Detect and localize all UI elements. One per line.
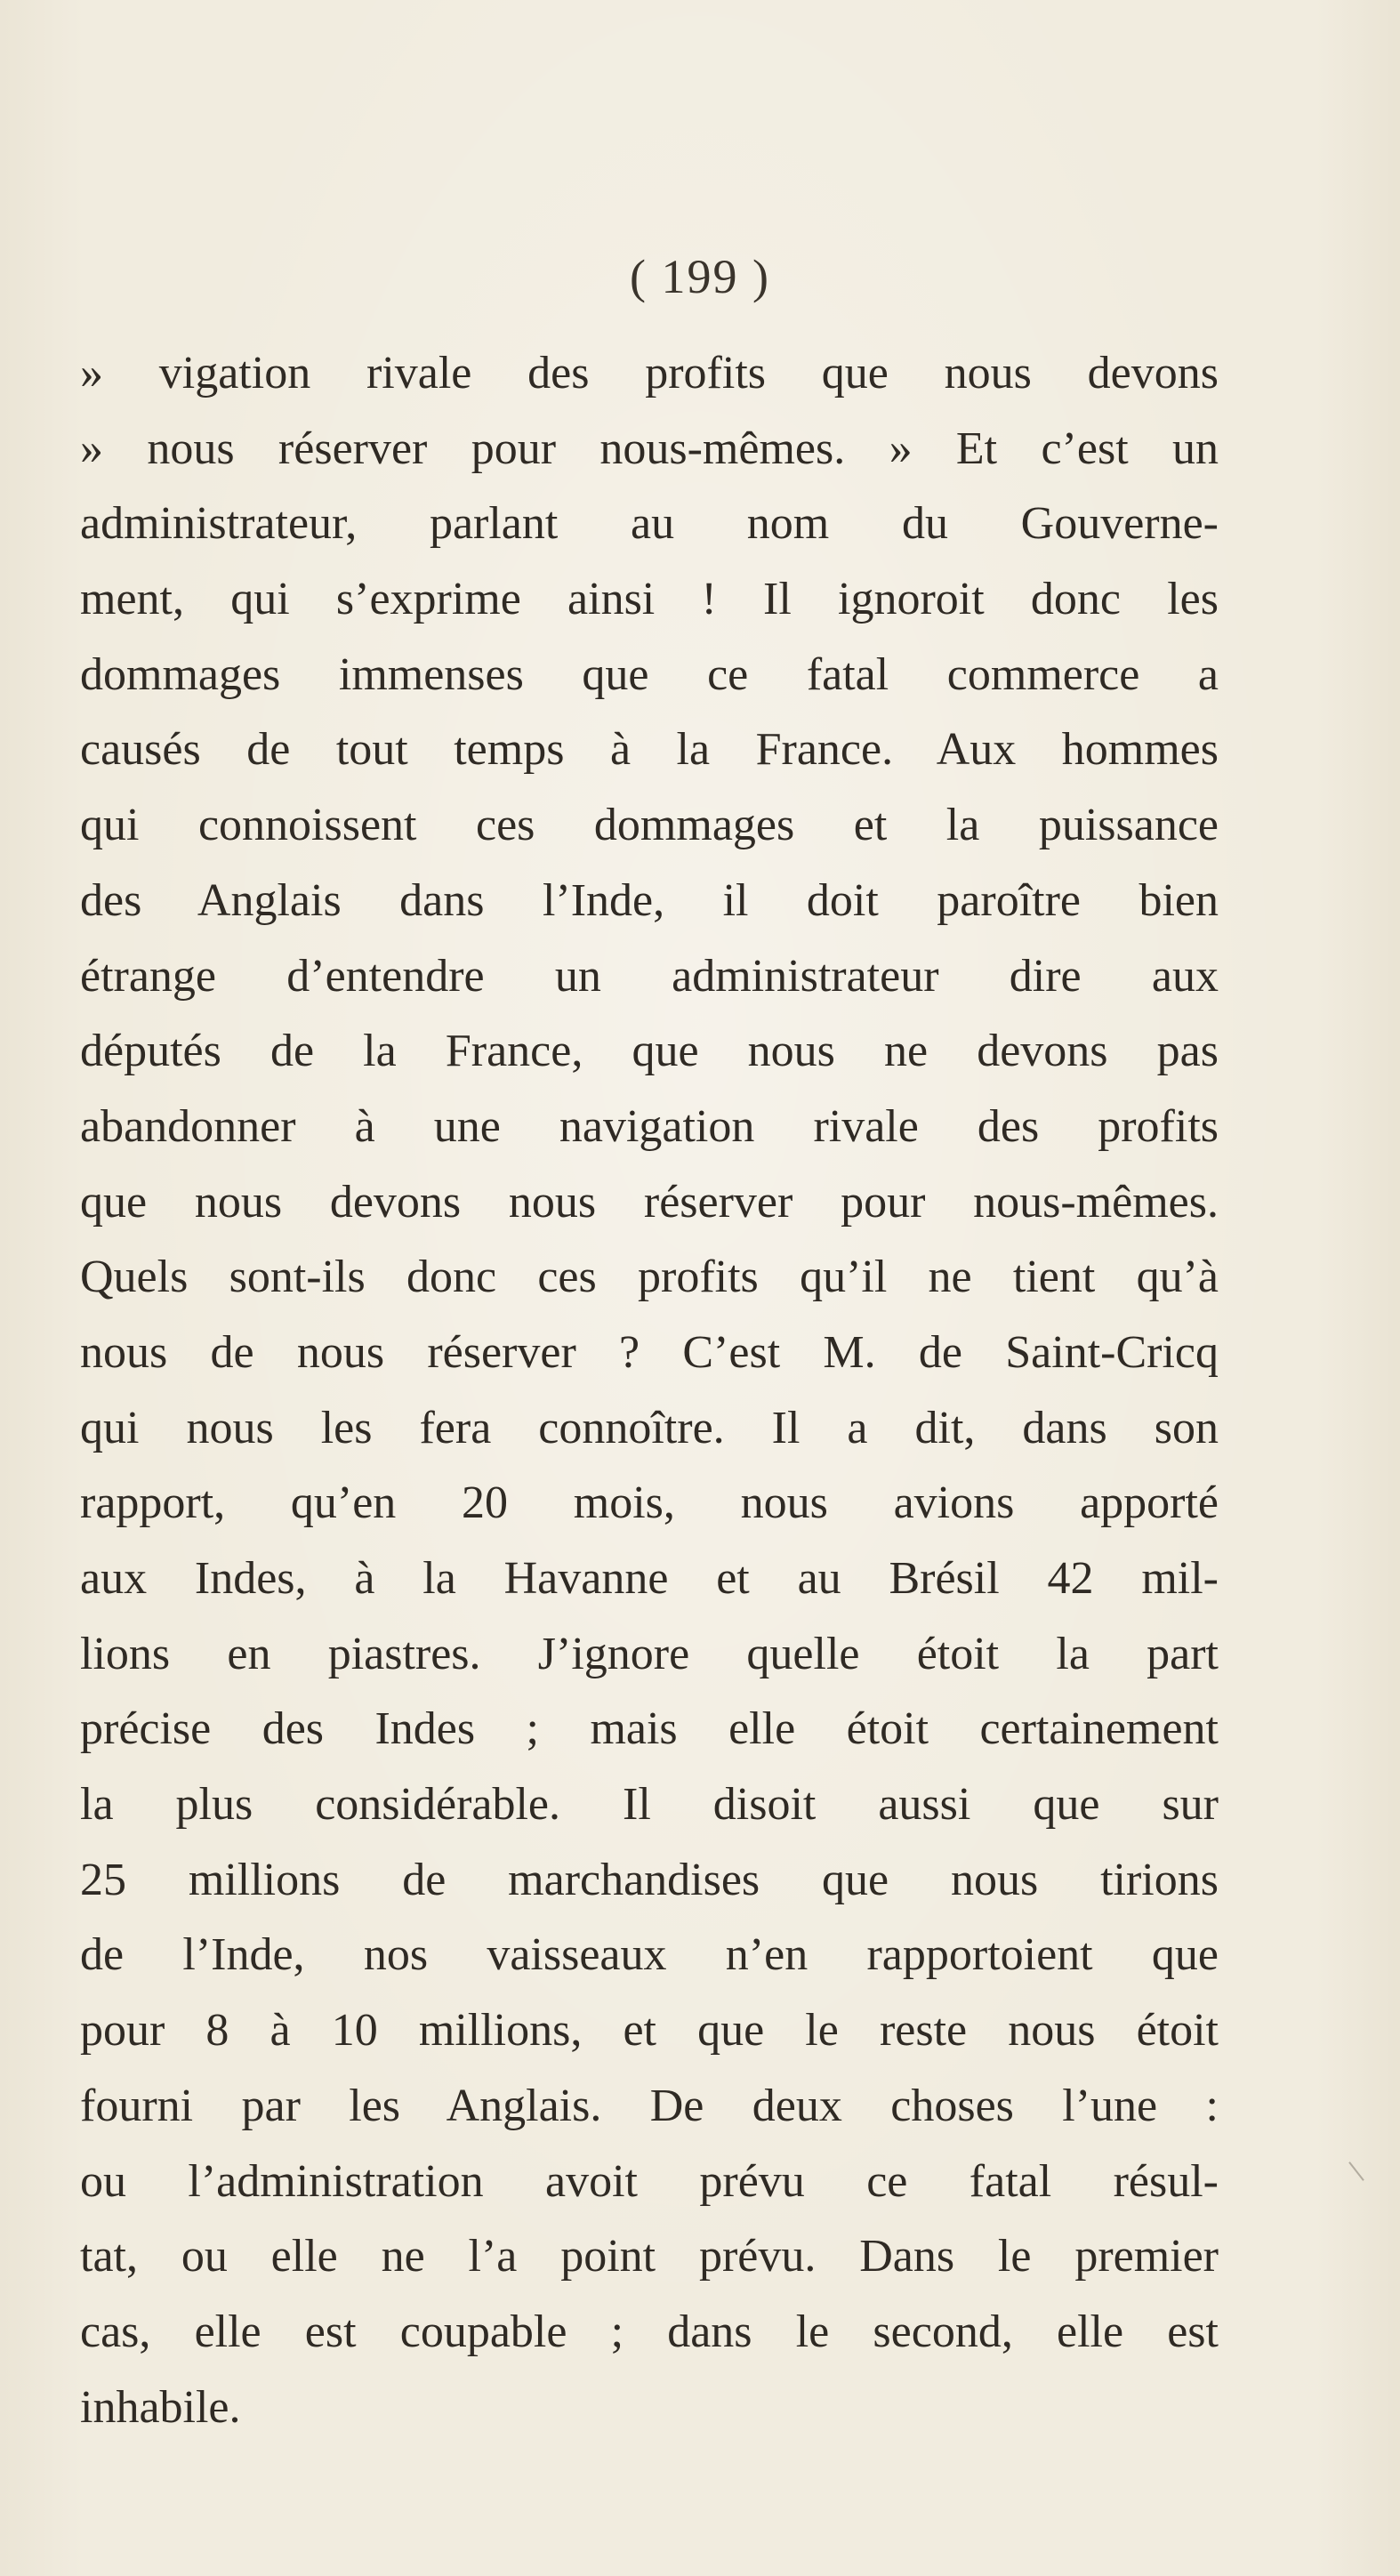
text-line: » vigation rivale des profits que nous devons xyxy=(80,348,1219,398)
text-line: Quels sont-ils donc ces profits qu’il ne tient qu’à xyxy=(80,1252,1219,1303)
text-line: des Anglais dans l’Inde, il doit paroître bien xyxy=(80,874,1219,926)
text-line: » nous réserver pour nous-mêmes. » Et c’est un xyxy=(80,423,1219,474)
text-line: abandonner à une navigation rivale des profits xyxy=(80,1100,1219,1152)
paper-mark xyxy=(1348,2161,1364,2181)
text-line: nous de nous réserver ? C’est M. de Saint-Cricq xyxy=(80,1326,1219,1378)
text-line: précise des Indes ; mais elle étoit certainement xyxy=(80,1703,1219,1755)
text-line: de l’Inde, nos vaisseaux n’en rapportoient que xyxy=(80,1929,1219,1981)
page-number: ( 199 ) xyxy=(630,250,770,303)
text-line: tat, ou elle ne l’a point prévu. Dans le premier xyxy=(80,2231,1219,2282)
text-line: qui connoissent ces dommages et la puissance xyxy=(80,800,1219,851)
text-line: qui nous les fera connoître. Il a dit, dans son xyxy=(80,1402,1219,1453)
text-line: pour 8 à 10 millions, et que le reste nous étoit xyxy=(80,2005,1219,2057)
text-line: dommages immenses que ce fatal commerce a xyxy=(80,648,1219,700)
text-line: cas, elle est coupable ; dans le second, elle est xyxy=(80,2306,1219,2357)
text-line: fourni par les Anglais. De deux choses l’une : xyxy=(80,2080,1219,2131)
text-line: administrateur, parlant au nom du Gouverne- xyxy=(80,498,1219,550)
text-line: que nous devons nous réserver pour nous-mêmes. xyxy=(80,1176,1219,1228)
text-line: députés de la France, que nous ne devons pas xyxy=(80,1026,1219,1077)
text-line: 25 millions de marchandises que nous tirions xyxy=(80,1854,1219,1905)
text-line: étrange d’entendre un administrateur dire aux xyxy=(80,950,1219,1002)
text-line: rapport, qu’en 20 mois, nous avions apporté xyxy=(80,1477,1219,1529)
text-line: aux Indes, à la Havanne et au Brésil 42 mil- xyxy=(80,1553,1219,1604)
text-line: ment, qui s’exprime ainsi ! Il ignoroit donc les xyxy=(80,574,1219,625)
body-text xyxy=(80,336,1219,2445)
text-line: lions en piastres. J’ignore quelle étoit la part xyxy=(80,1628,1219,1679)
text-line: ou l’administration avoit prévu ce fatal résul- xyxy=(80,2155,1219,2207)
text-line: la plus considérable. Il disoit aussi que sur xyxy=(80,1779,1219,1831)
text-line: causés de tout temps à la France. Aux hommes xyxy=(80,724,1219,776)
text-line: inhabile. xyxy=(80,2381,241,2433)
